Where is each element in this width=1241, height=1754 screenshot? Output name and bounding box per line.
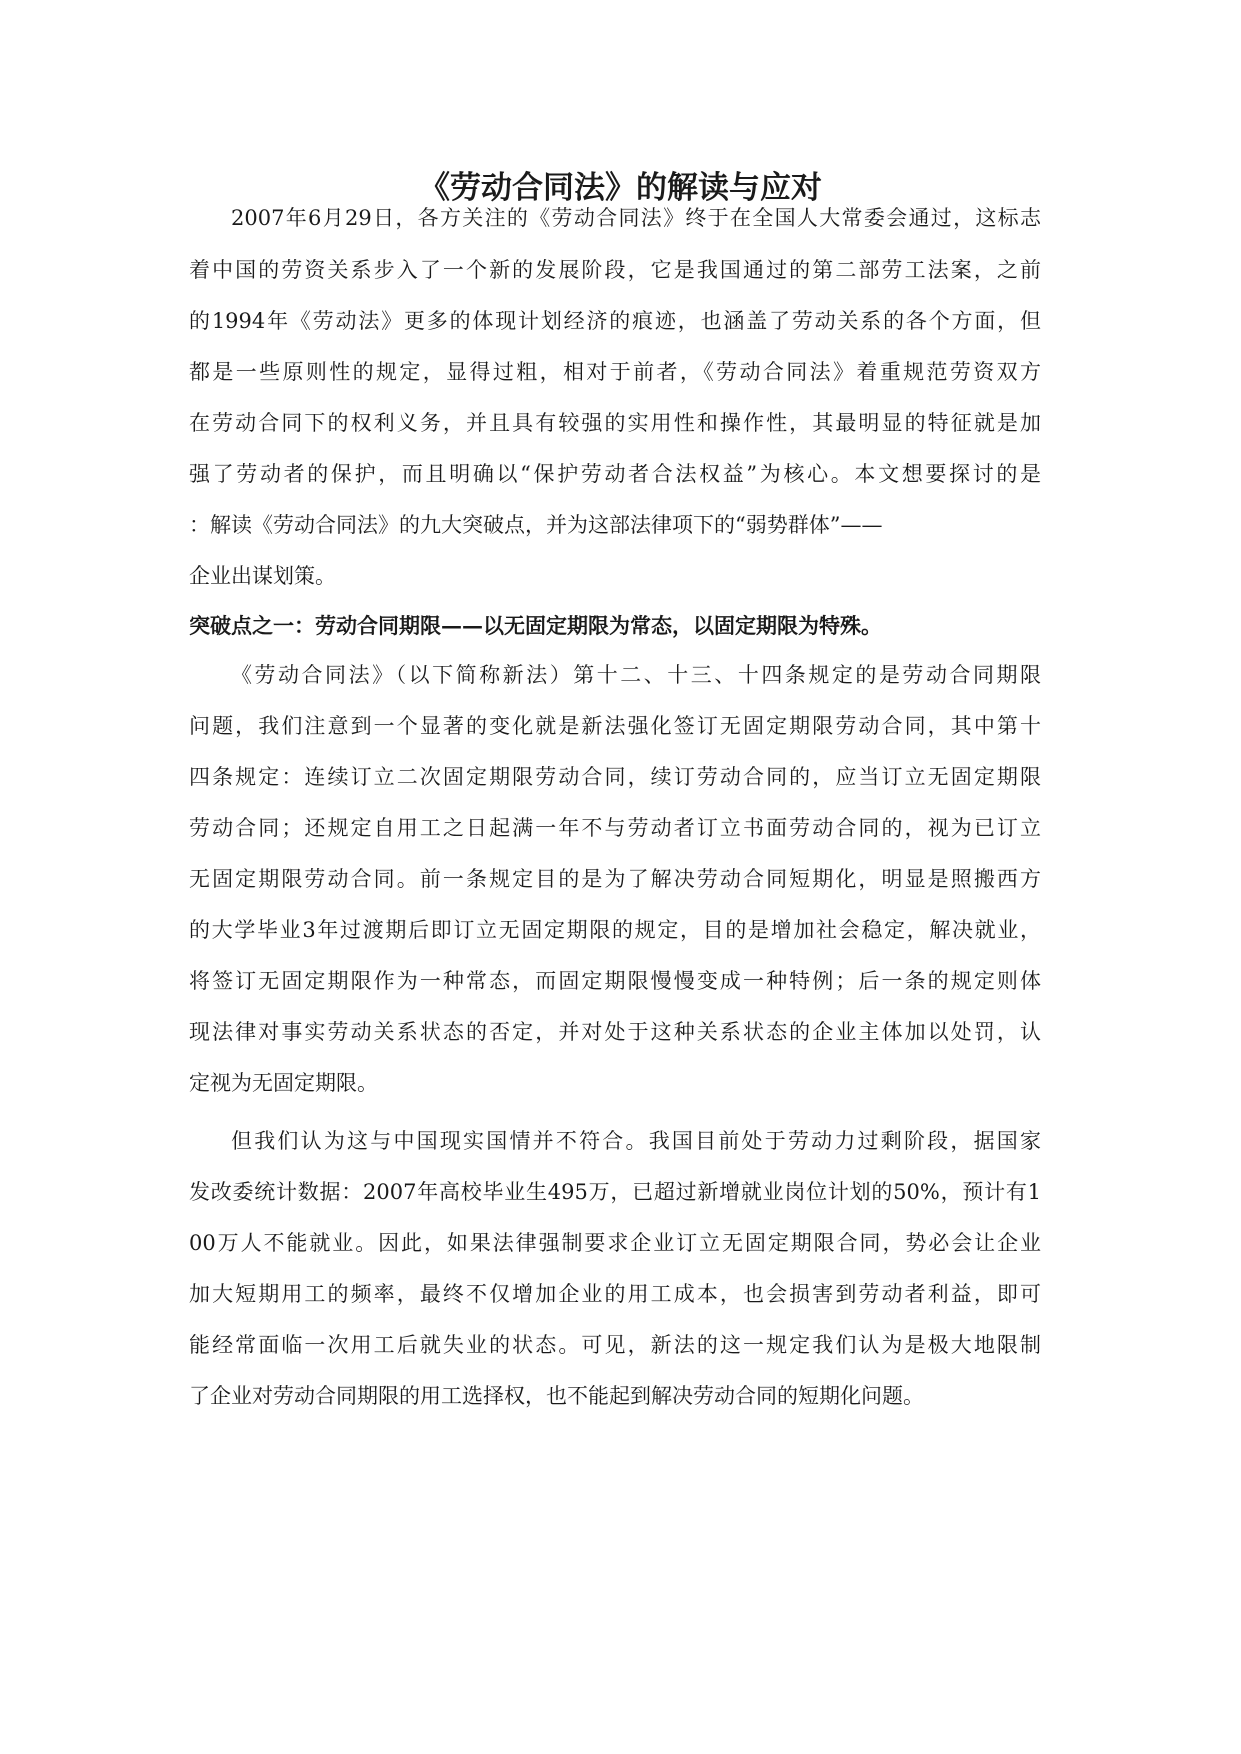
paragraph-line: 将签订无固定期限作为一种常态，而固定期限慢慢变成一种特例；后一条的规定则体	[189, 969, 1041, 993]
paragraph-line: 但我们认为这与中国现实国情并不符合。我国目前处于劳动力过剩阶段，据国家	[231, 1129, 1041, 1153]
paragraph-line: 加大短期用工的频率，最终不仅增加企业的用工成本，也会损害到劳动者利益，即可	[189, 1282, 1041, 1306]
paragraph-line: 企业出谋划策。	[189, 564, 336, 588]
paragraph-line: 能经常面临一次用工后就失业的状态。可见，新法的这一规定我们认为是极大地限制	[189, 1333, 1041, 1357]
section-heading: 突破点之一：劳动合同期限——以无固定期限为常态，以固定期限为特殊。	[189, 613, 882, 638]
paragraph-line: 在劳动合同下的权利义务，并且具有较强的实用性和操作性，其最明显的特征就是加	[189, 411, 1041, 435]
paragraph-line: 的1994年《劳动法》更多的体现计划经济的痕迹，也涵盖了劳动关系的各个方面，但	[189, 309, 1041, 333]
paragraph-line: 都是一些原则性的规定，显得过粗，相对于前者，《劳动合同法》着重规范劳资双方	[189, 360, 1041, 384]
paragraph-line: 的大学毕业3年过渡期后即订立无固定期限的规定，目的是增加社会稳定，解决就业，	[189, 918, 1041, 942]
paragraph-line: ：解读《劳动合同法》的九大突破点，并为这部法律项下的“弱势群体”——	[189, 513, 883, 537]
paragraph-line: 00万人不能就业。因此，如果法律强制要求企业订立无固定期限合同，势必会让企业	[189, 1231, 1041, 1255]
paragraph-line: 定视为无固定期限。	[189, 1071, 378, 1095]
document-title: 《劳动合同法》的解读与应对	[419, 170, 822, 206]
paragraph-line: 着中国的劳资关系步入了一个新的发展阶段，它是我国通过的第二部劳工法案，之前	[189, 258, 1041, 282]
paragraph-line: 发改委统计数据：2007年高校毕业生495万，已超过新增就业岗位计划的50%，预计有1	[189, 1180, 1041, 1204]
paragraph-line: 劳动合同；还规定自用工之日起满一年不与劳动者订立书面劳动合同的，视为已订立	[189, 816, 1041, 840]
paragraph-line: 四条规定：连续订立二次固定期限劳动合同，续订劳动合同的，应当订立无固定期限	[189, 765, 1041, 789]
paragraph-line: 了企业对劳动合同期限的用工选择权，也不能起到解决劳动合同的短期化问题。	[189, 1384, 924, 1408]
paragraph-line: 问题，我们注意到一个显著的变化就是新法强化签订无固定期限劳动合同，其中第十	[189, 714, 1041, 738]
paragraph-line: 无固定期限劳动合同。前一条规定目的是为了解决劳动合同短期化，明显是照搬西方	[189, 867, 1041, 891]
paragraph-line: 现法律对事实劳动关系状态的否定，并对处于这种关系状态的企业主体加以处罚，认	[189, 1020, 1041, 1044]
paragraph-line: 强了劳动者的保护，而且明确以“保护劳动者合法权益”为核心。本文想要探讨的是	[189, 462, 1041, 486]
paragraph-line: 2007年6月29日，各方关注的《劳动合同法》终于在全国人大常委会通过，这标志	[231, 206, 1041, 230]
paragraph-line: 《劳动合同法》（以下简称新法）第十二、十三、十四条规定的是劳动合同期限	[231, 663, 1041, 687]
